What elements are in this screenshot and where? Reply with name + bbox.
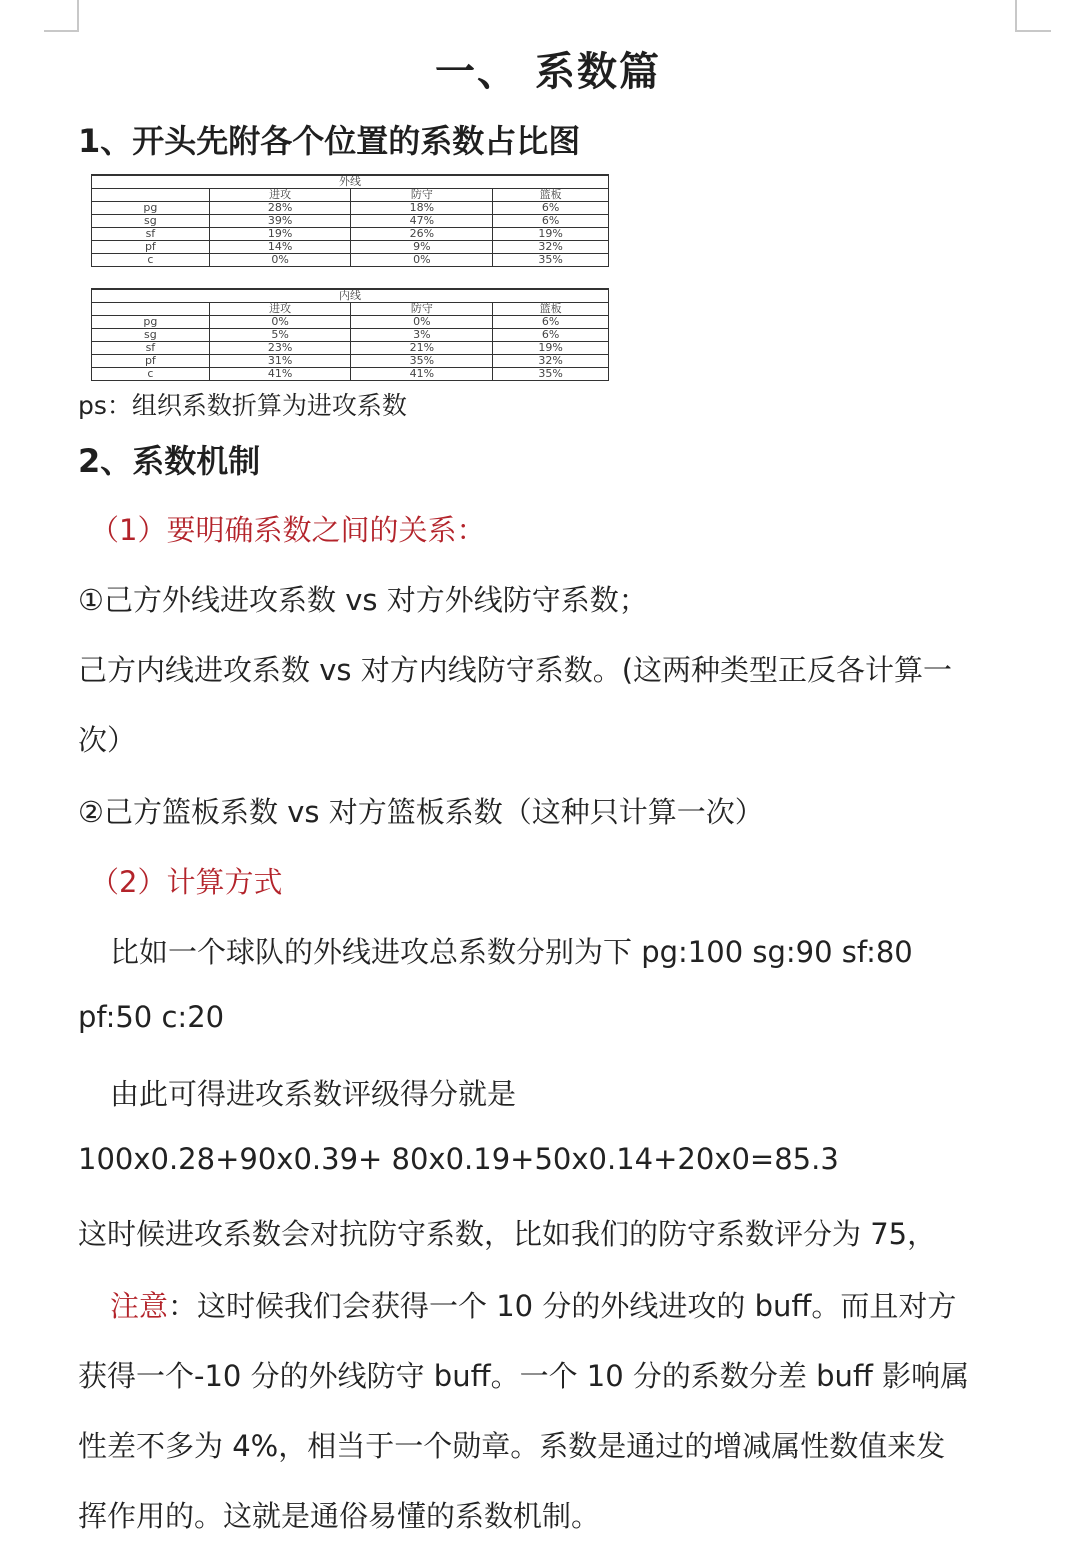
table-note: ps：组织系数折算为进攻系数: [78, 391, 407, 420]
table-header: [92, 303, 210, 316]
note-text: ：这时候我们会获得一个 10 分的外线进攻的 buff。而且对方: [168, 1289, 957, 1323]
table-cell: 0%: [209, 254, 351, 267]
table-cell: sf: [92, 342, 210, 355]
paragraph-line: 这时候进攻系数会对抗防守系数，比如我们的防守系数评分为 75，: [78, 1217, 937, 1251]
outer-coefficient-table: [91, 174, 609, 267]
table-cell: 6%: [493, 215, 609, 228]
paragraph-line: 获得一个-10 分的外线防守 buff。一个 10 分的系数分差 buff 影响属: [78, 1359, 970, 1393]
table-cell: pf: [92, 241, 210, 254]
paragraph-line: 挥作用的。这就是通俗易懂的系数机制。: [78, 1499, 601, 1533]
table-cell: 19%: [209, 228, 351, 241]
table-cell: 3%: [351, 329, 493, 342]
table-cell: 9%: [351, 241, 493, 254]
paragraph-line: 比如一个球队的外线进攻总系数分别为下 pg:100 sg:90 sf:80: [110, 935, 913, 969]
table-cell: sg: [92, 215, 210, 228]
table-cell: 41%: [351, 368, 493, 381]
corner-mark-right: [1015, 0, 1017, 32]
table-cell: 32%: [493, 241, 609, 254]
table-cell: 35%: [493, 254, 609, 267]
table-cell: 14%: [209, 241, 351, 254]
table-row: [92, 241, 609, 254]
table-cell: pg: [92, 202, 210, 215]
corner-mark-right-horizontal: [1015, 30, 1051, 32]
paragraph-line: 由此可得进攻系数评级得分就是: [110, 1077, 517, 1111]
table-cell: 18%: [351, 202, 493, 215]
table-header: 篮板: [493, 303, 609, 316]
table-cell: 31%: [209, 355, 351, 368]
table-cell: 6%: [493, 202, 609, 215]
table-header: 进攻: [209, 303, 351, 316]
sub-heading-relationship: （1）要明确系数之间的关系：: [90, 513, 486, 547]
table-row: [92, 254, 609, 267]
paragraph-line: pf:50 c:20: [78, 1000, 225, 1034]
table-cell: c: [92, 254, 210, 267]
table-cell: 6%: [493, 329, 609, 342]
table-row: [92, 355, 609, 368]
table-cell: 19%: [493, 342, 609, 355]
formula-line: 100x0.28+90x0.39+ 80x0.19+50x0.14+20x0=85.3: [78, 1142, 839, 1176]
table-cell: 35%: [493, 368, 609, 381]
paragraph-line: [110, 1284, 956, 1325]
table-header: [92, 189, 210, 202]
table-cell: 5%: [209, 329, 351, 342]
paragraph-line: 次）: [78, 723, 137, 757]
note-label: 注意: [110, 1289, 169, 1323]
table-cell: sg: [92, 329, 210, 342]
table-cell: pf: [92, 355, 210, 368]
paragraph-line: 性差不多为 4%，相当于一个勋章。系数是通过的增减属性数值来发: [78, 1429, 946, 1463]
table-cell: 41%: [209, 368, 351, 381]
table-cell: 6%: [493, 316, 609, 329]
table-header: 篮板: [493, 189, 609, 202]
outer-table-caption: 外线: [92, 175, 609, 189]
table-cell: sf: [92, 228, 210, 241]
table-cell: 23%: [209, 342, 351, 355]
table-cell: 35%: [351, 355, 493, 368]
table-row: [92, 368, 609, 381]
table-cell: 26%: [351, 228, 493, 241]
sub-heading-calculation: （2）计算方式: [90, 865, 283, 899]
table-row: [92, 228, 609, 241]
table-cell: 0%: [209, 316, 351, 329]
chapter-title: 一、 系数篇: [435, 49, 661, 95]
table-row: [92, 215, 609, 228]
table-cell: 19%: [493, 228, 609, 241]
section-1-heading: 1、开头先附各个位置的系数占比图: [78, 122, 581, 160]
table-cell: c: [92, 368, 210, 381]
table-cell: 0%: [351, 254, 493, 267]
table-header: 进攻: [209, 189, 351, 202]
paragraph-line: 己方内线进攻系数 vs 对方内线防守系数。(这两种类型正反各计算一: [78, 653, 953, 687]
paragraph-line: ②己方篮板系数 vs 对方篮板系数（这种只计算一次）: [78, 795, 764, 829]
section-2-heading: 2、系数机制: [78, 442, 261, 480]
table-header: 防守: [351, 189, 493, 202]
table-cell: pg: [92, 316, 210, 329]
paragraph-line: ①己方外线进攻系数 vs 对方外线防守系数；: [78, 583, 648, 617]
corner-mark-left: [77, 0, 79, 32]
inner-coefficient-table: [91, 288, 609, 381]
table-cell: 28%: [209, 202, 351, 215]
table-cell: 39%: [209, 215, 351, 228]
inner-table-caption: 内线: [92, 289, 609, 303]
table-cell: 0%: [351, 316, 493, 329]
table-row: [92, 202, 609, 215]
table-header: 防守: [351, 303, 493, 316]
table-row: [92, 316, 609, 329]
table-row: [92, 329, 609, 342]
table-row: [92, 342, 609, 355]
corner-mark-left-horizontal: [44, 30, 79, 32]
table-cell: 32%: [493, 355, 609, 368]
table-cell: 21%: [351, 342, 493, 355]
table-cell: 47%: [351, 215, 493, 228]
